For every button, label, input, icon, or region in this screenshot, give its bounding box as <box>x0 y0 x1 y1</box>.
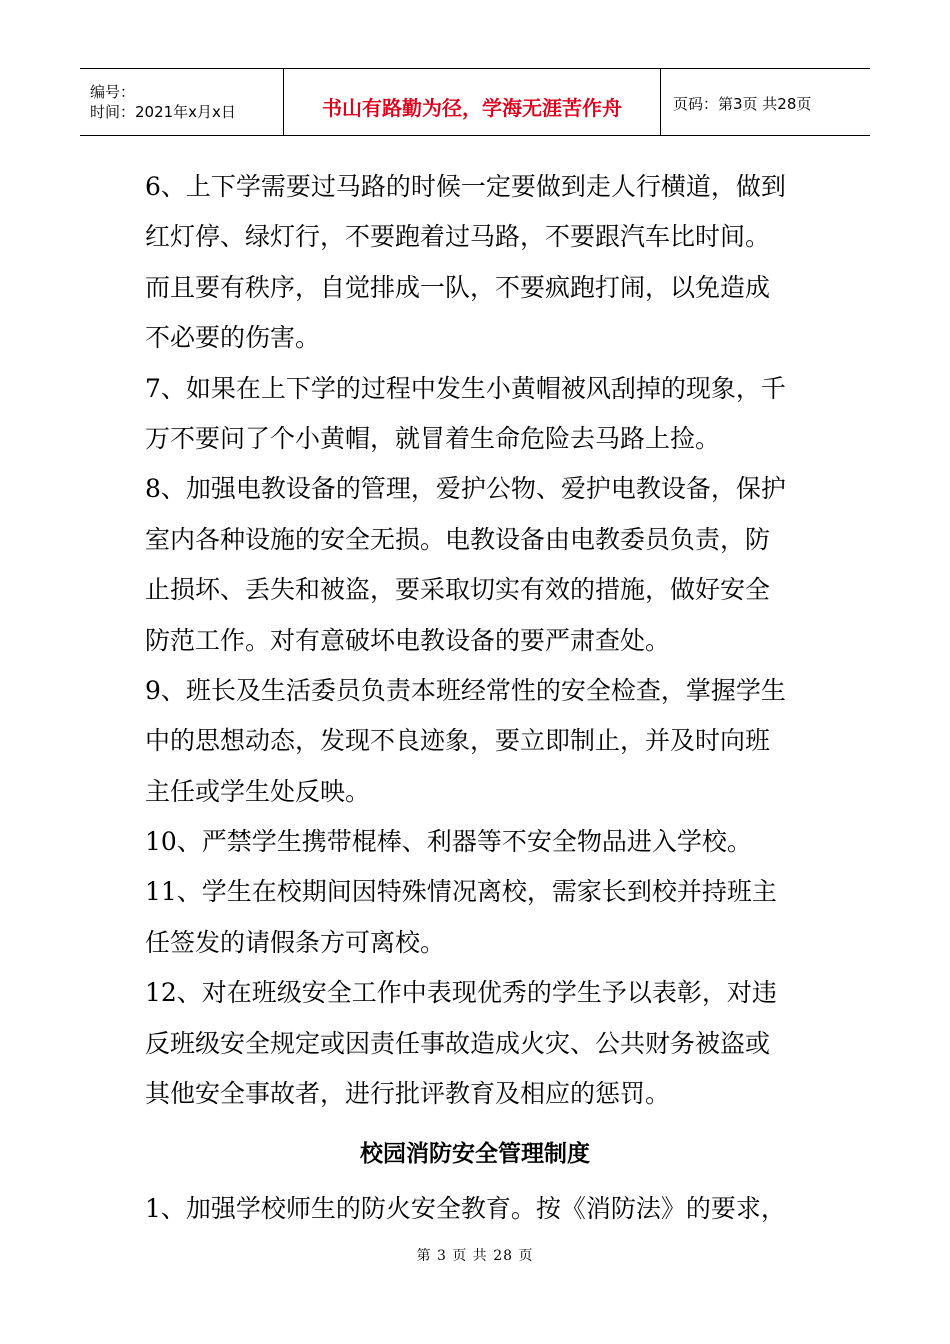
body-line: 室内各种设施的安全无损。电教设备由电教委员负责，防 <box>145 524 771 554</box>
body-line: 任签发的请假条方可离校。 <box>145 927 446 957</box>
section-title: 校园消防安全管理制度 <box>360 1141 590 1167</box>
page-footer: 第 3 页 共 28 页 <box>416 1248 534 1264</box>
body-line: 12、对在班级安全工作中表现优秀的学生予以表彰，对违 <box>145 978 777 1008</box>
body-line: 7、如果在上下学的过程中发生小黄帽被风刮掉的现象，千 <box>145 373 786 403</box>
header-motto: 书山有路勤为径，学海无涯苦作舟 <box>283 69 661 135</box>
page-header <box>80 68 870 136</box>
body-line: 止损坏、丢失和被盗，要采取切实有效的措施，做好安全 <box>145 575 771 605</box>
header-meta <box>80 69 283 135</box>
body-line: 中的思想动态，发现不良迹象，要立即制止，并及时向班 <box>145 726 771 756</box>
section-body <box>145 1184 810 1234</box>
body-line: 其他安全事故者，进行批评教育及相应的惩罚。 <box>145 1079 671 1109</box>
body-line: 万不要问了个小黄帽，就冒着生命危险去马路上捡。 <box>145 423 721 453</box>
header-page-info: 页码：第3页 共28页 <box>673 94 812 113</box>
body-line: 10、严禁学生携带棍棒、利器等不安全物品进入学校。 <box>145 827 752 857</box>
body-line: 11、学生在校期间因特殊情况离校，需家长到校并持班主 <box>145 877 777 907</box>
body-line: 不必要的伤害。 <box>145 323 321 353</box>
body-line: 红灯停、绿灯行，不要跑着过马路，不要跟汽车比时间。 <box>145 222 771 252</box>
body-line: 9、班长及生活委员负责本班经常性的安全检查，掌握学生 <box>145 675 786 705</box>
body-text <box>145 162 810 1119</box>
body-line: 而且要有秩序，自觉排成一队，不要疯跑打闹，以免造成 <box>145 272 771 302</box>
body-line: 防范工作。对有意破坏电教设备的要严肃查处。 <box>145 625 671 655</box>
serial-label: 编号： <box>90 83 136 101</box>
body-line: 8、加强电教设备的管理，爱护公物、爱护电教设备，保护 <box>145 474 786 504</box>
body-line: 主任或学生处反映。 <box>145 776 371 806</box>
body-line: 1、加强学校师生的防火安全教育。按《消防法》的要求， <box>145 1194 786 1223</box>
body-line: 反班级安全规定或因责任事故造成火灾、公共财务被盗或 <box>145 1028 771 1058</box>
body-line: 6、上下学需要过马路的时候一定要做到走人行横道，做到 <box>145 172 786 201</box>
time-label: 时间：2021年x月x日 <box>90 103 236 121</box>
